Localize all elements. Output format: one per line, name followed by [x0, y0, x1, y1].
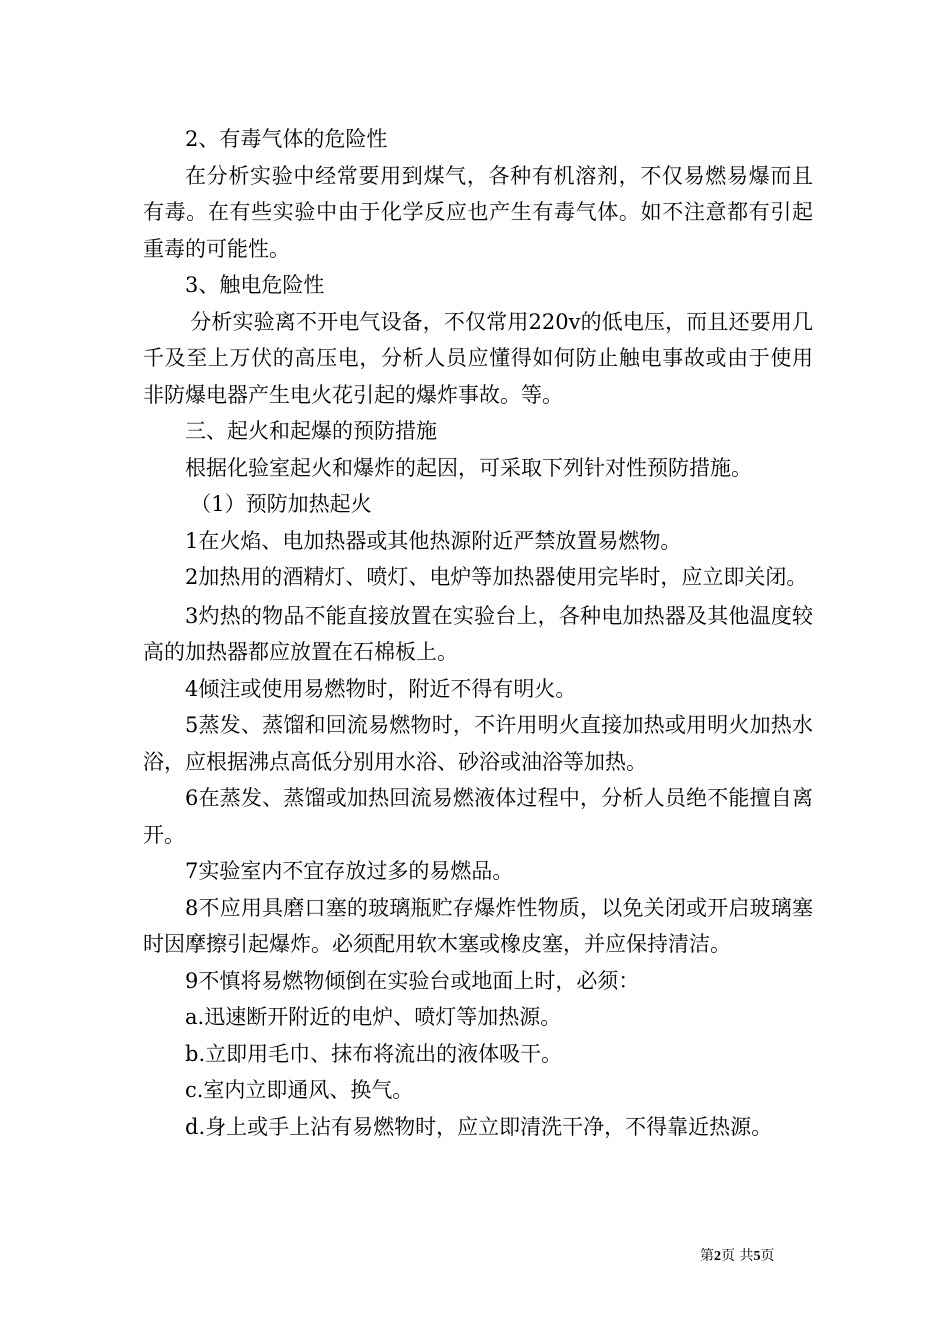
paragraph-electric-shock: 分析实验离不开电气设备，不仅常用220v的低电压，而且还要用几千及至上万伏的高压电，分析人员应懂得如何防止触电事故或由于使用非防爆电器产生电火花引起的爆炸事故。等。: [143, 309, 813, 407]
page-number-footer: [700, 1247, 774, 1266]
list-item-7: 7实验室内不宜存放过多的易燃品。: [185, 859, 514, 883]
section-heading-prevention: 三、起火和起爆的预防措施: [185, 419, 437, 443]
section-heading-electric-shock: 3、触电危险性: [185, 273, 325, 297]
footer-total-pages: 5: [753, 1249, 761, 1264]
list-item-4: 4倾注或使用易燃物时，附近不得有明火。: [185, 676, 577, 701]
subsection-heading-heating: （1）预防加热起火: [190, 492, 372, 516]
paragraph-prevention-intro: 根据化验室起火和爆炸的起因，可采取下列针对性预防措施。: [185, 455, 752, 480]
footer-current-page: 2: [714, 1249, 721, 1264]
sub-item-c: c.室内立即通风、换气。: [185, 1078, 414, 1102]
list-item-8: 8不应用具磨口塞的玻璃瓶贮存爆炸性物质，以免关闭或开启玻璃塞时因摩擦引起爆炸。必须配用软木塞或橡皮塞，并应保持清洁。: [143, 895, 813, 956]
footer-prefix: 第: [700, 1248, 714, 1264]
paragraph-toxic-gas: 在分析实验中经常要用到煤气，各种有机溶剂，不仅易燃易爆而且有毒。在有些实验中由于化学反应也产生有毒气体。如不注意都有引起重毒的可能性。: [143, 163, 813, 261]
list-item-2: 2加热用的酒精灯、喷灯、电炉等加热器使用完毕时，应立即关闭。: [185, 565, 808, 589]
document-body: [143, 121, 813, 1145]
footer-middle: 页 共: [721, 1248, 754, 1264]
sub-item-a: a.迅速断开附近的电炉、喷灯等加热源。: [185, 1005, 562, 1029]
list-item-6: 6在蒸发、蒸馏或加热回流易燃液体过程中，分析人员绝不能擅自离开。: [143, 786, 813, 847]
sub-item-d: d.身上或手上沾有易燃物时，应立即清洗干净，不得靠近热源。: [185, 1114, 773, 1139]
sub-item-b: b.立即用毛巾、抹布将流出的液体吸干。: [185, 1041, 563, 1066]
footer-suffix: 页: [760, 1248, 775, 1264]
list-item-5: 5蒸发、蒸馏和回流易燃物时，不许用明火直接加热或用明火加热水浴，应根据沸点高低分别用水浴、砂浴或油浴等加热。: [143, 713, 813, 774]
list-item-3: 3灼热的物品不能直接放置在实验台上，各种电加热器及其他温度较高的加热器都应放置在石棉板上。: [143, 603, 813, 664]
list-item-1: 1在火焰、电加热器或其他热源附近严禁放置易燃物。: [185, 528, 682, 553]
section-heading-toxic-gas: 2、有毒气体的危险性: [185, 127, 388, 151]
list-item-9: 9不慎将易燃物倾倒在实验台或地面上时，必须：: [185, 968, 640, 993]
